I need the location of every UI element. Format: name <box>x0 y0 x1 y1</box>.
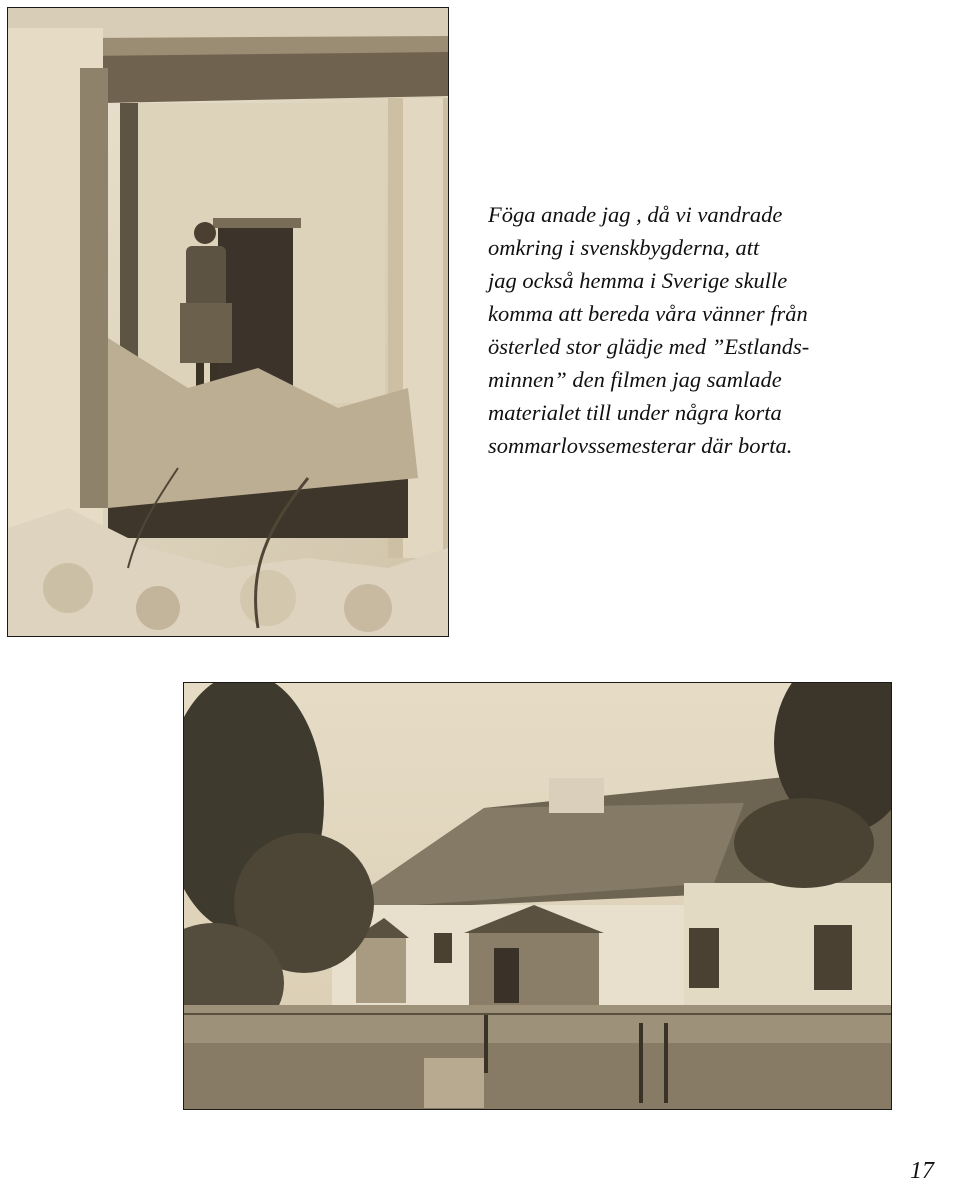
caption-line: minnen” den filmen jag samlade <box>488 367 782 392</box>
caption-line: Föga anade jag , då vi vandrade <box>488 202 783 227</box>
caption-line: komma att bereda våra vänner från <box>488 301 808 326</box>
page-number: 17 <box>910 1158 934 1184</box>
caption-line: jag också hemma i Sverige skulle <box>488 268 788 293</box>
caption-text <box>488 198 928 462</box>
caption-line: omkring i svenskbygderna, att <box>488 235 760 260</box>
ruins-photo-image <box>8 8 448 636</box>
farmhouse-photo-image <box>184 683 891 1109</box>
caption-line: materialet till under några korta <box>488 400 782 425</box>
caption-line: österled stor glädje med ”Estlands- <box>488 334 810 359</box>
photo-farmhouse <box>183 682 892 1110</box>
photo-ruins-woman <box>7 7 449 637</box>
caption-line: sommarlovssemesterar där borta. <box>488 433 793 458</box>
